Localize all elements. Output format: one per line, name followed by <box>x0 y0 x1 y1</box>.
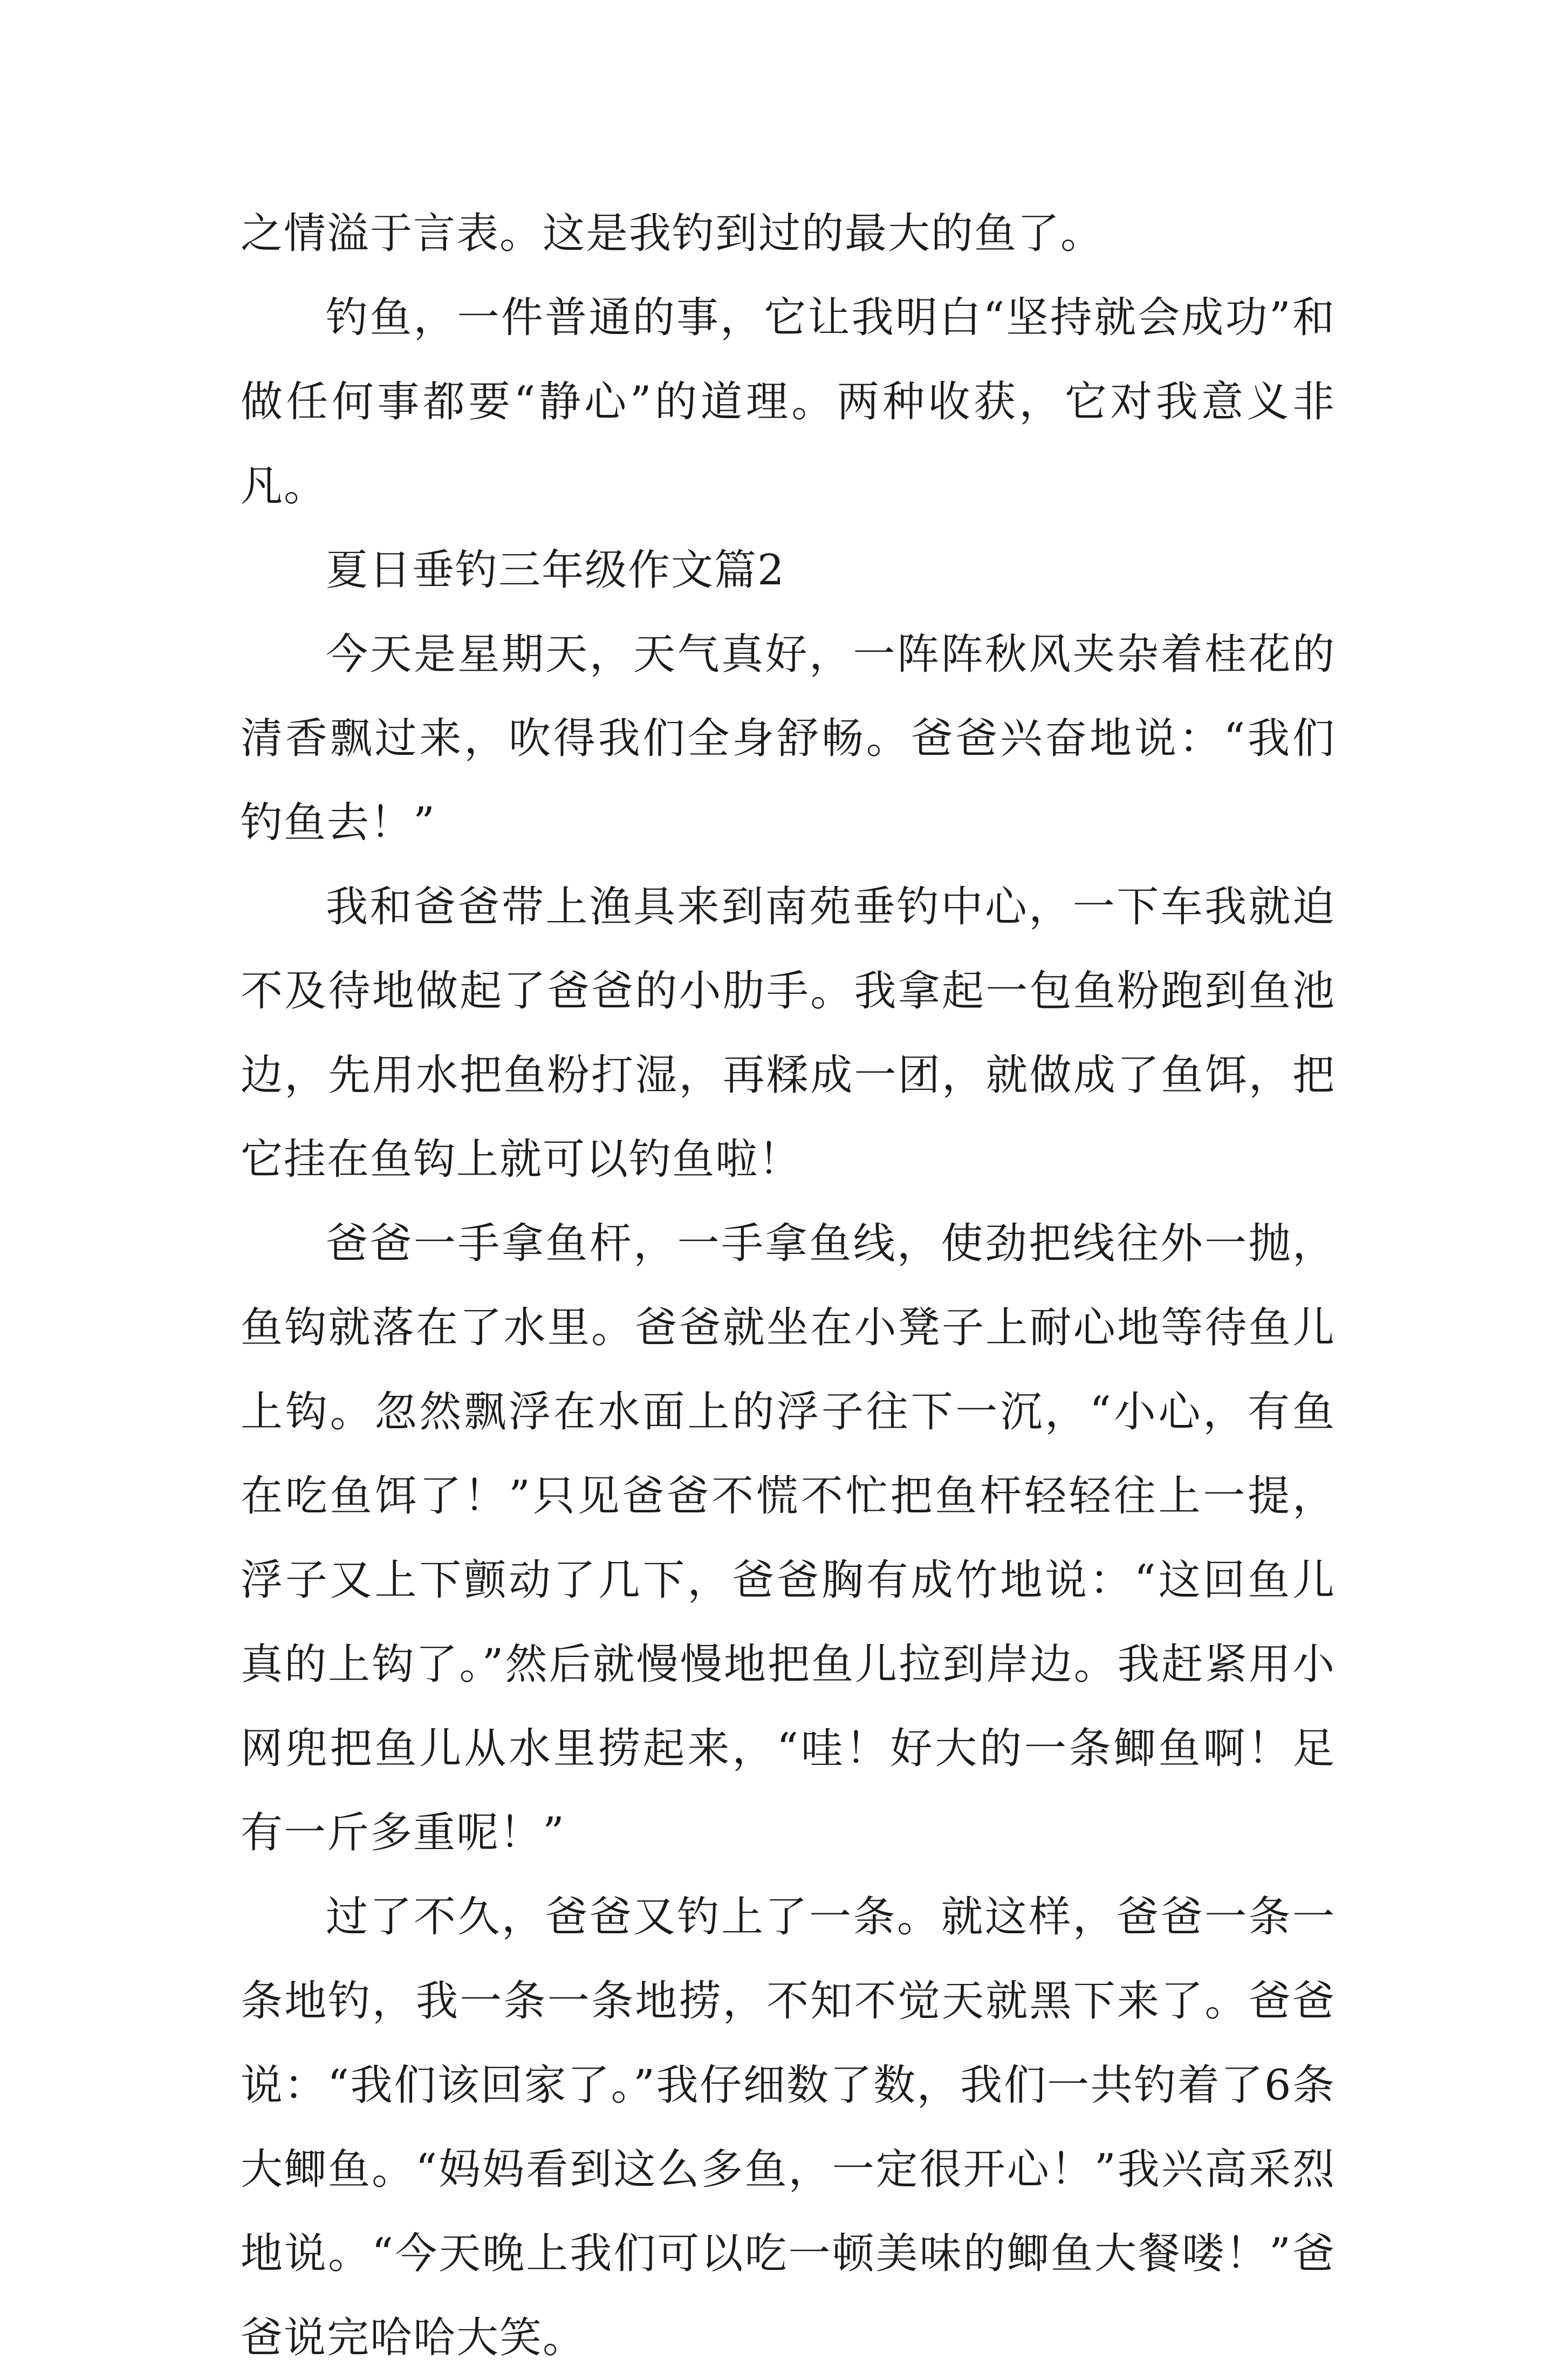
paragraph-ending: 过了不久，爸爸又钓上了一条。就这样，爸爸一条一条地钓，我一条一条地捞，不知不觉天就黑下来了。爸爸说：“我们该回家了。”我仔细数了数，我们一共钓着了6条大鲫鱼。“妈妈看到这么多鱼，一定很开心！”我兴高采烈地说。“今天晚上我们可以吃一顿美味的鲫鱼大餐喽！”爸爸说完哈哈大笑。 <box>241 1893 1336 2362</box>
essay-title: 夏日垂钓三年级作文篇2 <box>326 546 785 595</box>
paragraph-first-catch: 爸爸一手拿鱼杆，一手拿鱼线，使劲把线往外一抛，鱼钩就落在了水里。爸爸就坐在小凳子上耐心地等待鱼儿上钩。忽然飘浮在水面上的浮子往下一沉，“小心，有鱼在吃鱼饵了！”只见爸爸不慌不忙把鱼杆轻轻往上一提，浮子又上下颤动了几下，爸爸胸有成竹地说：“这回鱼儿真的上钩了。”然后就慢慢地把鱼儿拉到岸边。我赶紧用小网兜把鱼儿从水里捞起来，“哇！好大的一条鲫鱼啊！足有一斤多重呢！” <box>241 1219 1336 1857</box>
essay-body <box>241 192 1336 2380</box>
paragraph-continuation: 之情溢于言表。这是我钓到过的最大的鱼了。 <box>241 209 1104 258</box>
paragraph-conclusion: 钓鱼，一件普通的事，它让我明白“坚持就会成功”和做任何事都要“静心”的道理。两种收获，它对我意义非凡。 <box>241 294 1336 510</box>
paragraph-preparation: 我和爸爸带上渔具来到南苑垂钓中心，一下车我就迫不及待地做起了爸爸的小肋手。我拿起一包鱼粉跑到鱼池边，先用水把鱼粉打湿，再糅成一团，就做成了鱼饵，把它挂在鱼钩上就可以钓鱼啦！ <box>241 883 1336 1184</box>
paragraph-intro: 今天是星期天，天气真好，一阵阵秋风夹杂着桂花的清香飘过来，吹得我们全身舒畅。爸爸兴奋地说：“我们钓鱼去！” <box>241 630 1336 847</box>
